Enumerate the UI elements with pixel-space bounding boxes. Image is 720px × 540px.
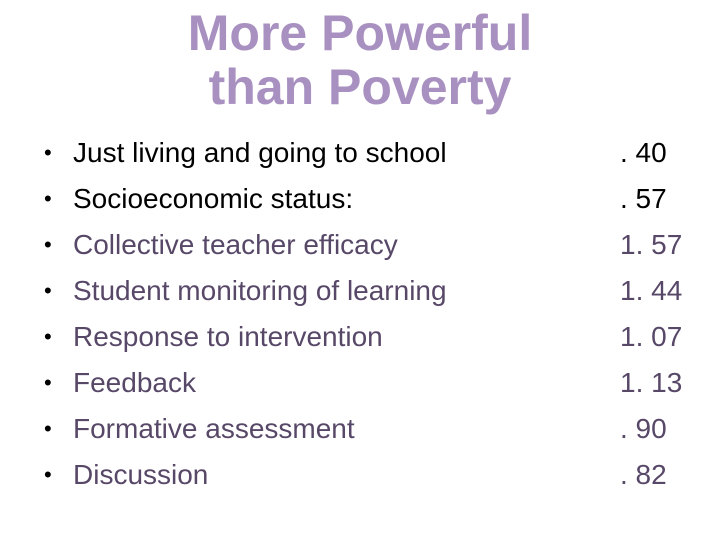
item-value: . 82 xyxy=(620,459,667,490)
item-value: . 90 xyxy=(620,413,667,444)
bullet-icon: • xyxy=(44,416,52,441)
bullet-icon: • xyxy=(44,462,52,487)
effect-size-list xyxy=(0,130,720,498)
list-item xyxy=(0,222,720,268)
bullet-icon: • xyxy=(44,278,52,303)
item-label: Just living and going to school xyxy=(73,137,447,168)
item-label: Socioeconomic status: xyxy=(73,183,354,214)
item-label: Feedback xyxy=(73,367,196,398)
item-value: 1. 44 xyxy=(620,275,683,306)
item-label: Formative assessment xyxy=(73,413,355,444)
item-label: Student monitoring of learning xyxy=(73,275,447,306)
list-item xyxy=(0,360,720,406)
list-item xyxy=(0,176,720,222)
bullet-icon: • xyxy=(44,324,52,349)
list-item xyxy=(0,406,720,452)
item-value: 1. 13 xyxy=(620,367,683,398)
slide-title xyxy=(100,6,620,114)
bullet-icon: • xyxy=(44,140,52,165)
item-label: Response to intervention xyxy=(73,321,383,352)
bullet-icon: • xyxy=(44,370,52,395)
list-item xyxy=(0,314,720,360)
title-line-1: More Powerful xyxy=(187,5,533,61)
item-value: 1. 07 xyxy=(620,321,683,352)
item-label: Discussion xyxy=(73,459,209,490)
list-item xyxy=(0,130,720,176)
item-value: 1. 57 xyxy=(620,229,683,260)
item-value: . 57 xyxy=(620,183,667,214)
title-line-2: than Poverty xyxy=(208,59,512,115)
list-item xyxy=(0,452,720,498)
bullet-icon: • xyxy=(44,232,52,257)
item-value: . 40 xyxy=(620,137,667,168)
bullet-icon: • xyxy=(44,186,52,211)
list-item xyxy=(0,268,720,314)
item-label: Collective teacher efficacy xyxy=(73,229,398,260)
